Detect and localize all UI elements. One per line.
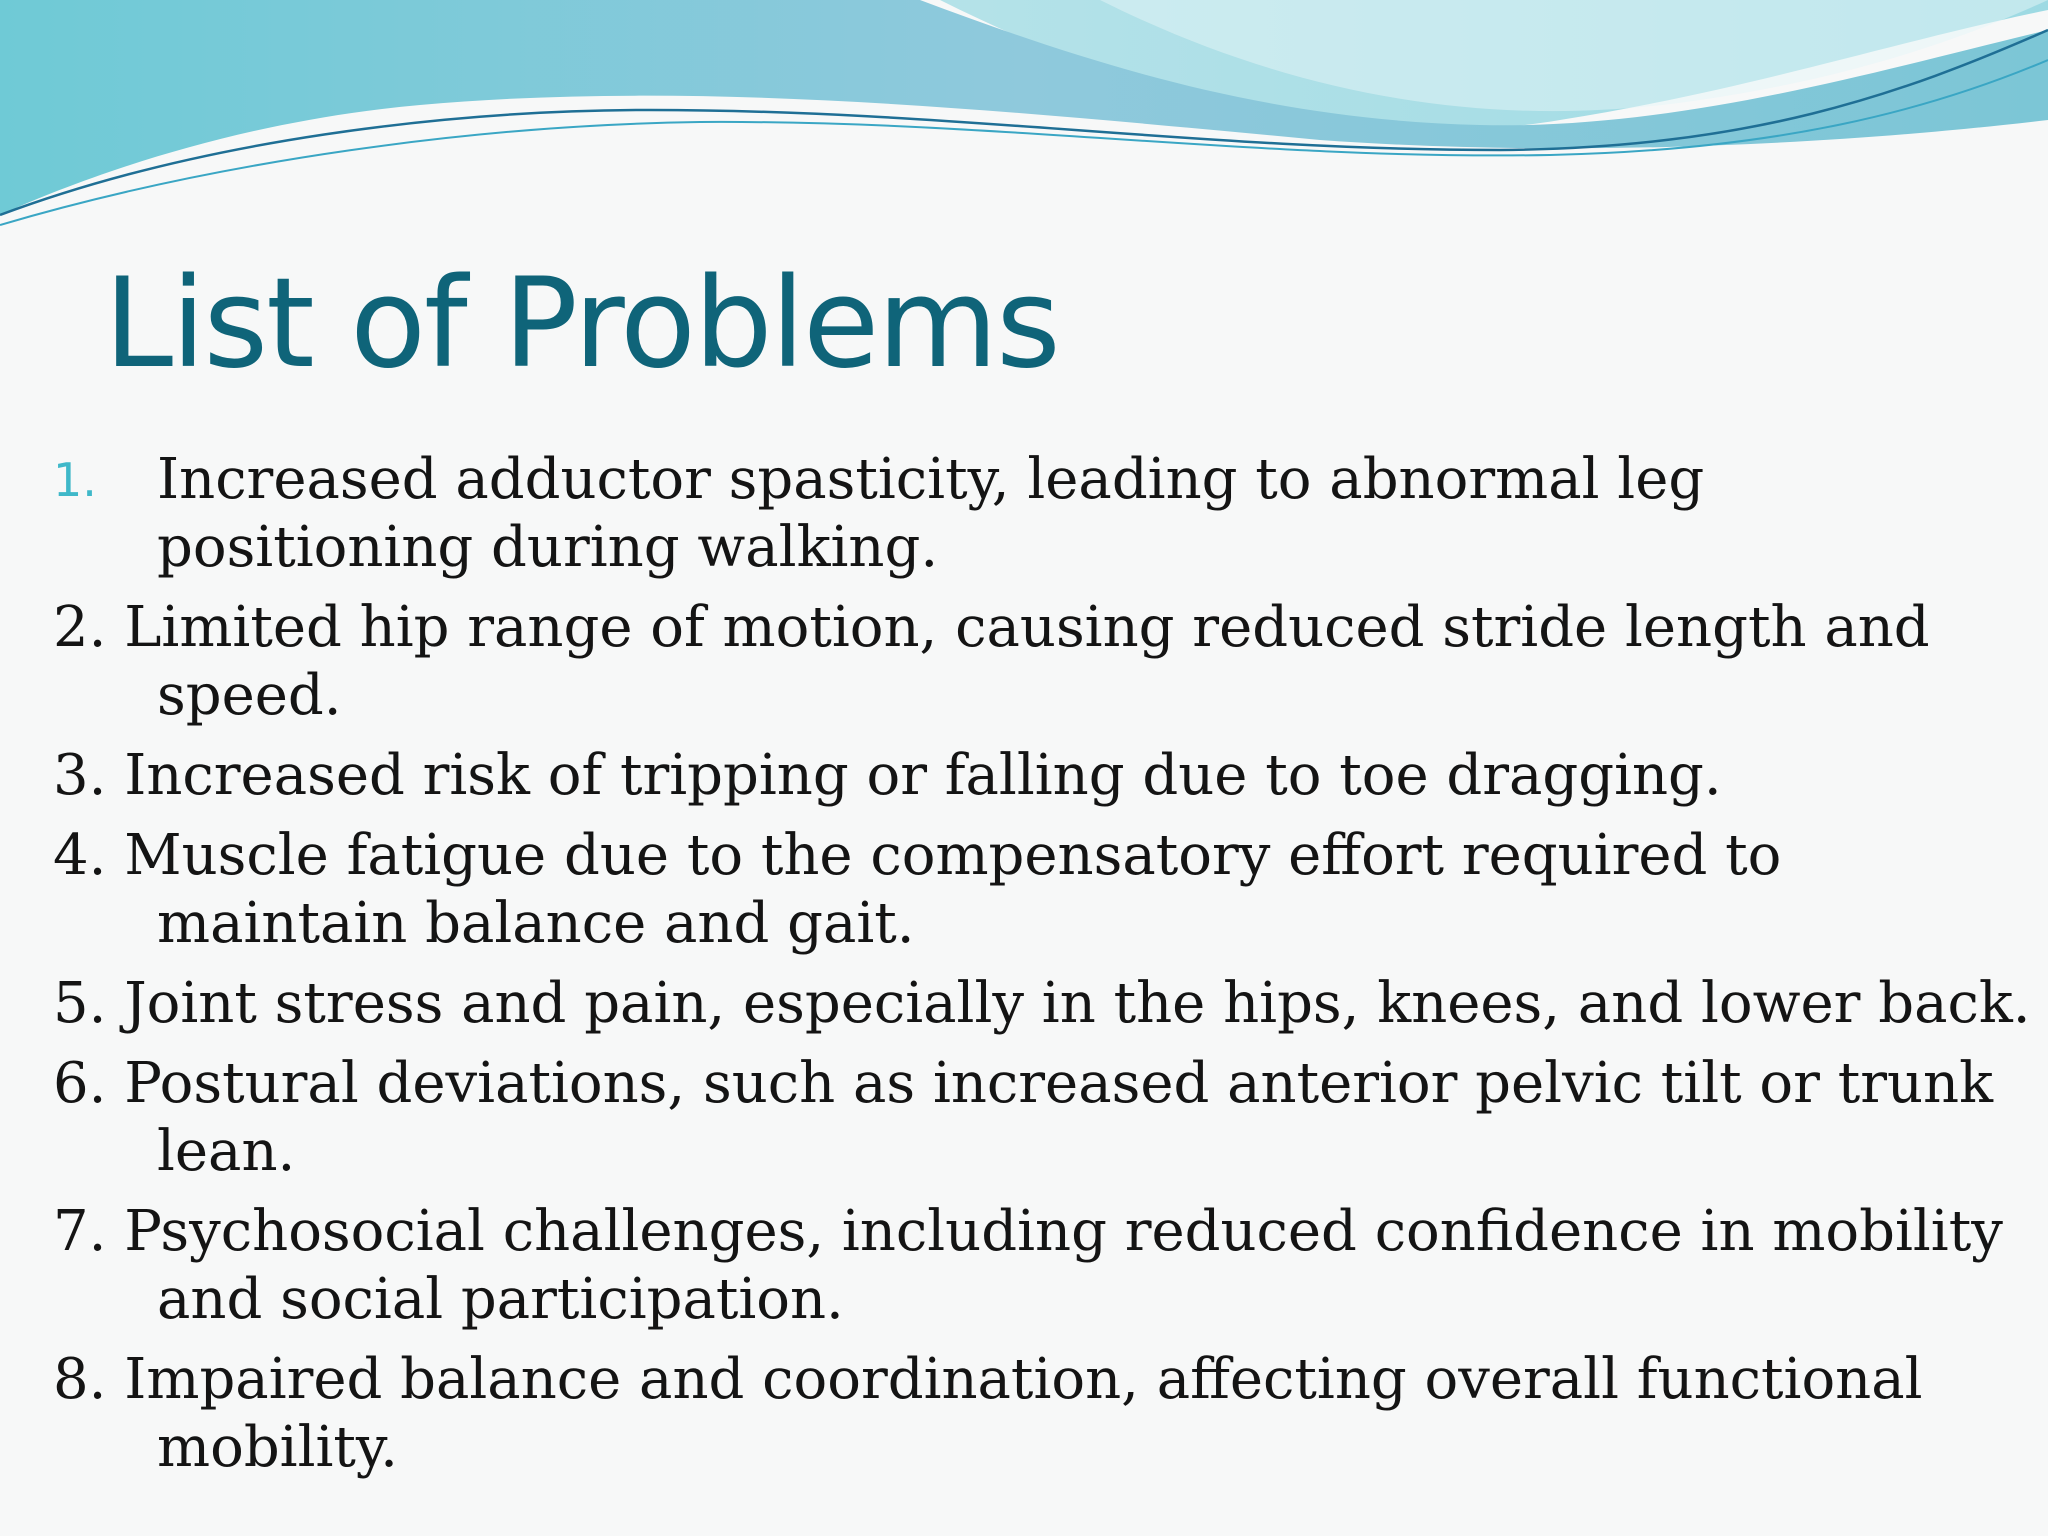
list-item-line: 5. Joint stress and pain, especially in the hips, knees, and lower back. bbox=[53, 971, 2031, 1036]
page-title: List of Problems bbox=[104, 252, 1059, 396]
list-item-line: lean. bbox=[157, 1119, 296, 1184]
list-item-line: 3. Increased risk of tripping or falling due to toe dragging. bbox=[53, 743, 1722, 808]
list-item-line: positioning during walking. bbox=[157, 515, 939, 580]
list-item bbox=[0, 446, 2048, 582]
list-item bbox=[0, 1198, 2048, 1334]
list-item bbox=[0, 970, 2048, 1038]
list-item bbox=[0, 1050, 2048, 1186]
list-item bbox=[0, 742, 2048, 810]
list-item-line: 6. Postural deviations, such as increased anterior pelvic tilt or trunk bbox=[53, 1051, 1994, 1116]
problem-list bbox=[0, 446, 2048, 1494]
list-item-line: 4. Muscle fatigue due to the compensatory effort required to bbox=[53, 823, 1782, 888]
list-number: 1. bbox=[53, 453, 97, 507]
list-item bbox=[0, 822, 2048, 958]
list-item-line: and social participation. bbox=[157, 1267, 844, 1332]
decorative-wave-header bbox=[0, 0, 2048, 260]
list-item-line: 8. Impaired balance and coordination, affecting overall functional bbox=[53, 1347, 1923, 1412]
list-item-line: maintain balance and gait. bbox=[157, 891, 915, 956]
list-item-line: mobility. bbox=[157, 1415, 398, 1480]
list-item-line: 7. Psychosocial challenges, including reduced confidence in mobility bbox=[53, 1199, 2003, 1264]
list-item-line: Increased adductor spasticity, leading to abnormal leg bbox=[157, 447, 1705, 512]
list-item bbox=[0, 594, 2048, 730]
list-item-line: speed. bbox=[157, 663, 342, 728]
list-item bbox=[0, 1346, 2048, 1482]
list-item-line: 2. Limited hip range of motion, causing reduced stride length and bbox=[53, 595, 1930, 660]
